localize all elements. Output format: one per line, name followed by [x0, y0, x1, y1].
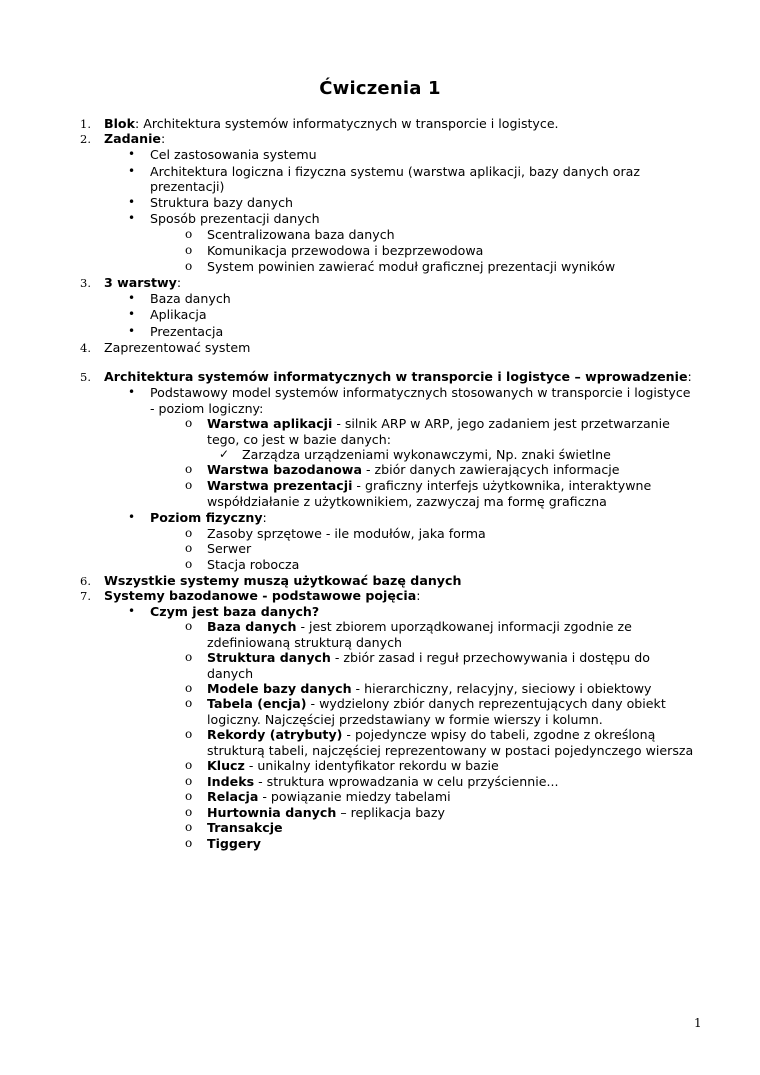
list-item: Stacja robocza	[207, 557, 300, 572]
bullet-icon: •	[128, 195, 136, 209]
list-item: Warstwa prezentacji - graficzny interfejs użytkownika, interaktywne	[207, 478, 652, 493]
circle-bullet-icon: o	[185, 557, 193, 571]
bullet-icon: •	[128, 307, 136, 321]
list-item: Systemy bazodanowe - podstawowe pojęcia:	[104, 588, 421, 603]
circle-bullet-icon: o	[185, 227, 193, 241]
list-item: System powinien zawierać moduł graficznej prezentacji wyników	[207, 259, 616, 274]
list-item: Komunikacja przewodowa i bezprzewodowa	[207, 243, 484, 258]
list-number: 4.	[80, 341, 91, 355]
list-item-continued: - poziom logiczny:	[150, 401, 264, 416]
circle-bullet-icon: o	[185, 758, 193, 772]
circle-bullet-icon: o	[185, 805, 193, 819]
bullet-icon: •	[128, 604, 136, 618]
list-number: 1.	[80, 117, 91, 131]
circle-bullet-icon: o	[185, 462, 193, 476]
circle-bullet-icon: o	[185, 259, 193, 273]
bullet-icon: •	[128, 291, 136, 305]
circle-bullet-icon: o	[185, 774, 193, 788]
list-number: 5.	[80, 370, 91, 384]
list-number: 6.	[80, 574, 91, 588]
list-item: Poziom fizyczny:	[150, 510, 267, 525]
bullet-icon: •	[128, 211, 136, 225]
list-item: Aplikacja	[150, 307, 207, 322]
circle-bullet-icon: o	[185, 243, 193, 257]
circle-bullet-icon: o	[185, 727, 193, 741]
list-item-continued: logiczny. Najczęściej przedstawiany w formie wierszy i kolumn.	[207, 712, 603, 727]
list-item: Zarządza urządzeniami wykonawczymi, Np. znaki świetlne	[242, 447, 611, 462]
list-item: Modele bazy danych - hierarchiczny, relacyjny, sieciowy i obiektowy	[207, 681, 652, 696]
list-item: Struktura bazy danych	[150, 195, 294, 210]
bullet-icon: •	[128, 510, 136, 524]
list-item: Architektura systemów informatycznych w transporcie i logistyce – wprowadzenie:	[104, 369, 692, 384]
list-item: Sposób prezentacji danych	[150, 211, 320, 226]
list-item: Zasoby sprzętowe - ile modułów, jaka forma	[207, 526, 486, 541]
list-item: Cel zastosowania systemu	[150, 147, 317, 162]
list-item-continued: tego, co jest w bazie danych:	[207, 432, 391, 447]
list-item: Czym jest baza danych?	[150, 604, 320, 619]
list-item: Warstwa aplikacji - silnik ARP w ARP, jego zadaniem jest przetwarzanie	[207, 416, 670, 431]
list-item: 3 warstwy:	[104, 275, 182, 290]
list-item: Relacja - powiązanie miedzy tabelami	[207, 789, 451, 804]
list-item: Baza danych - jest zbiorem uporządkowanej informacji zgodnie ze	[207, 619, 632, 634]
circle-bullet-icon: o	[185, 836, 193, 850]
bullet-icon: •	[128, 164, 136, 178]
list-number: 7.	[80, 589, 91, 603]
list-item: Struktura danych - zbiór zasad i reguł przechowywania i dostępu do	[207, 650, 650, 665]
page-number: 1	[694, 1016, 702, 1030]
bullet-icon: •	[128, 324, 136, 338]
list-item: Rekordy (atrybuty) - pojedyncze wpisy do tabeli, zgodne z określoną	[207, 727, 656, 742]
list-item: Serwer	[207, 541, 252, 556]
list-item: Tabela (encja) - wydzielony zbiór danych reprezentujących dany obiekt	[207, 696, 666, 711]
circle-bullet-icon: o	[185, 681, 193, 695]
list-item: Zadanie:	[104, 131, 166, 146]
circle-bullet-icon: o	[185, 541, 193, 555]
list-item: Scentralizowana baza danych	[207, 227, 395, 242]
list-item-continued: zdefiniowaną strukturą danych	[207, 635, 403, 650]
bullet-icon: •	[128, 147, 136, 161]
list-item: Transakcje	[207, 820, 283, 835]
list-item-continued: współdziałanie z użytkownikiem, zazwyczaj ma formę graficzna	[207, 494, 607, 509]
list-item: Blok: Architektura systemów informatycznych w transporcie i logistyce.	[104, 116, 559, 131]
list-item: Zaprezentować system	[104, 340, 251, 355]
list-item: Warstwa bazodanowa - zbiór danych zawierających informacje	[207, 462, 620, 477]
list-item: Baza danych	[150, 291, 231, 306]
list-item: Prezentacja	[150, 324, 224, 339]
list-item: Tiggery	[207, 836, 261, 851]
list-number: 3.	[80, 276, 91, 290]
checkmark-icon: ✓	[219, 447, 230, 461]
list-item: Podstawowy model systemów informatycznych stosowanych w transporcie i logistyce	[150, 385, 691, 400]
page-title: Ćwiczenia 1	[319, 78, 441, 99]
circle-bullet-icon: o	[185, 526, 193, 540]
circle-bullet-icon: o	[185, 619, 193, 633]
list-item-continued: strukturą tabeli, najczęściej reprezentowany w postaci pojedynczego wiersza	[207, 743, 694, 758]
list-item: Architektura logiczna i fizyczna systemu (warstwa aplikacji, bazy danych oraz	[150, 164, 640, 179]
bullet-icon: •	[128, 385, 136, 399]
circle-bullet-icon: o	[185, 820, 193, 834]
list-item-continued: danych	[207, 666, 254, 681]
list-item-continued: prezentacji)	[150, 179, 225, 194]
list-item: Wszystkie systemy muszą użytkować bazę danych	[104, 573, 462, 588]
list-number: 2.	[80, 132, 91, 146]
circle-bullet-icon: o	[185, 696, 193, 710]
list-item: Hurtownia danych – replikacja bazy	[207, 805, 445, 820]
circle-bullet-icon: o	[185, 650, 193, 664]
circle-bullet-icon: o	[185, 789, 193, 803]
list-item: Klucz - unikalny identyfikator rekordu w bazie	[207, 758, 499, 773]
list-item: Indeks - struktura wprowadzania w celu przyściennie...	[207, 774, 559, 789]
circle-bullet-icon: o	[185, 416, 193, 430]
circle-bullet-icon: o	[185, 478, 193, 492]
